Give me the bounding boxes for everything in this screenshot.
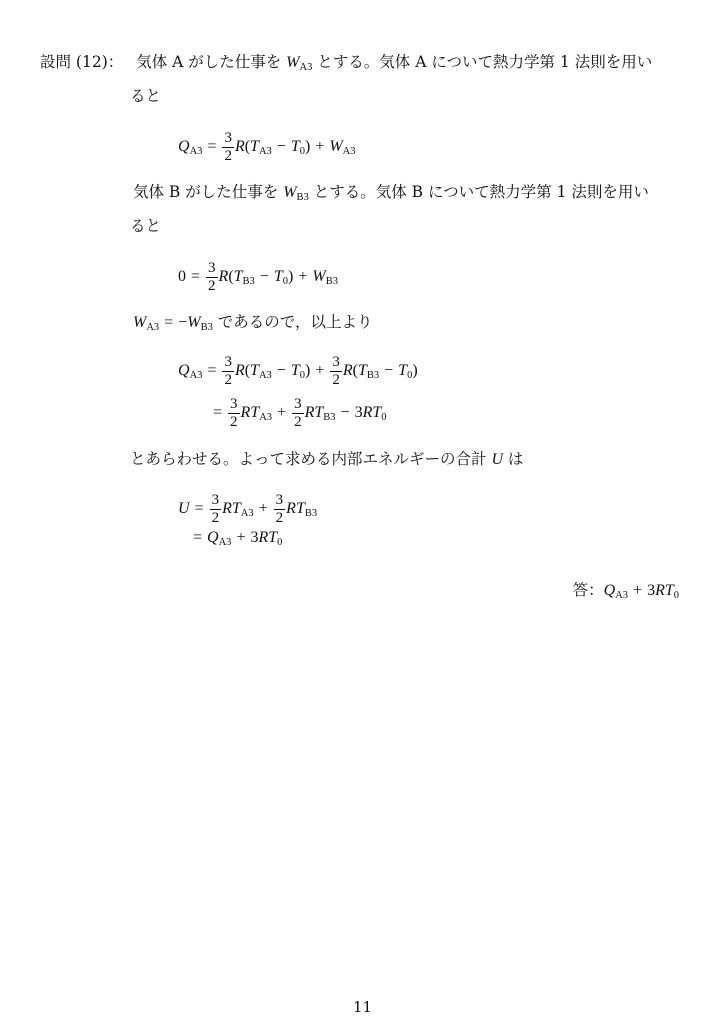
answer-label: 答： [572, 581, 604, 599]
equation-total-heat: $Q_{A3}$ = $\frac{3}{2}$ $R(T_{A3} - T_0)$ + $\frac{3}{2}$ $R(T_{B3} - T_0)$ [178, 354, 418, 388]
gas-b-line-cont: ると [130, 217, 162, 235]
gas-b-text: 気体 B がした仕事を [133, 183, 284, 201]
equation-total-heat-simplified: = $\frac{3}{2}$ $RT_{A3}$ + $\frac{3}{2}$ $RT_{B3} - 3RT_0$ [213, 396, 387, 430]
equation-gas-a: $Q_{A3}$ = $\frac{3}{2}$ $R(T_{A3} - T_0) + W_{A3}$ [178, 130, 356, 164]
relation-text: であるので，以上より [212, 313, 373, 331]
page-number: 11 [352, 998, 373, 1016]
answer-line [573, 580, 679, 601]
equation-internal-energy-result: = $Q_{A3} + 3RT_0$ [193, 529, 283, 548]
fraction-3-2: $\frac{3}{2}$ [208, 260, 216, 294]
energy-line [130, 449, 523, 470]
fraction-3-2: $\frac{3}{2}$ [224, 130, 232, 164]
question-text: 気体 A がした仕事を [136, 53, 287, 71]
question-line-cont: ると [130, 87, 162, 105]
question-text-after: とする。気体 A について熱力学第 1 法則を用い [312, 53, 653, 71]
internal-energy-symbol: U [491, 451, 503, 468]
work-a3-symbol: $W_{A3}$ [286, 54, 313, 73]
question-line [40, 52, 652, 73]
energy-text-after: は [503, 450, 524, 468]
gas-b-line [133, 182, 649, 203]
answer-expression: $Q_{A3} + 3RT_0$ [603, 582, 679, 601]
gas-b-text-after: とする。気体 B について熱力学第 1 法則を用い [308, 183, 649, 201]
relation-line [133, 312, 372, 333]
work-b3-symbol: $W_{B3}$ [283, 184, 309, 203]
question-label: 設問 (12)： [40, 53, 124, 71]
work-relation: $W_{A3} = -W_{B3}$ [133, 314, 213, 333]
equation-gas-b: 0 = $\frac{3}{2}$ $R(T_{B3} - T_0) + W_{B3}$ [178, 260, 338, 294]
equation-internal-energy: U = $\frac{3}{2}$ $RT_{A3}$ + $\frac{3}{2}$ $RT_{B3}$ [178, 492, 318, 526]
energy-text: とあらわせる。よって求める内部エネルギーの合計 [130, 450, 492, 468]
